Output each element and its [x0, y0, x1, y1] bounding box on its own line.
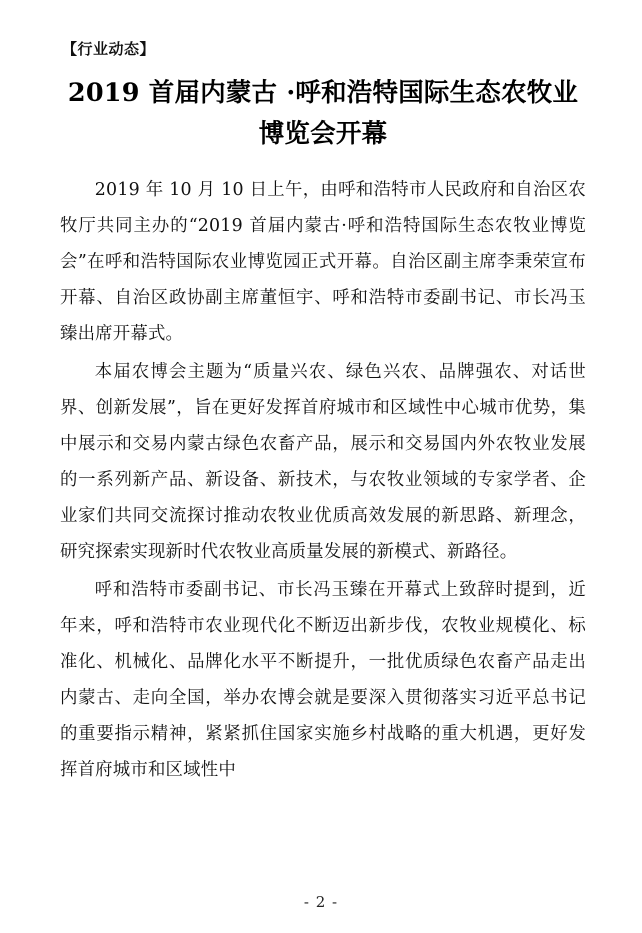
body-paragraph: 2019 年 10 月 10 日上午，由呼和浩特市人民政府和自治区农牧厅共同主办的“2019 首届内蒙古·呼和浩特国际生态农牧业博览会”在呼和浩特国际农业博览园正式开幕。自治区副主席李秉荣宣布开幕、自治区政协副主席董恒宇、呼和浩特市委副书记、市长冯玉臻出席开幕式。	[60, 179, 586, 344]
page-title-line-2: 博览会开幕	[258, 119, 388, 150]
body-paragraph: 呼和浩特市委副书记、市长冯玉臻在开幕式上致辞时提到，近年来，呼和浩特市农业现代化不断迈出新步伐，农牧业规模化、标准化、机械化、品牌化水平不断提升，一批优质绿色农畜产品走出内蒙古、走向全国，举办农博会就是要深入贯彻落实习近平总书记的重要指示精神，紧紧抓住国家实施乡村战略的重大机遇，更好发挥首府城市和区域性中	[60, 579, 586, 780]
page-title	[60, 73, 586, 156]
page-number: - 2 -	[303, 893, 339, 911]
page-title-line-1: 2019 首届内蒙古 ·呼和浩特国际生态农牧业	[67, 78, 579, 108]
category-tag: 【行业动态】	[62, 40, 156, 58]
body-paragraph: 本届农博会主题为“质量兴农、绿色兴农、品牌强农、对话世界、创新发展”，旨在更好发挥首府城市和区域性中心城市优势，集中展示和交易内蒙古绿色农畜产品，展示和交易国内外农牧业发展的一系列新产品、新设备、新技术，与农牧业领域的专家学者、企业家们共同交流探讨推动农牧业优质高效发展的新思路、新理念，研究探索实现新时代农牧业高质量发展的新模式、新路径。	[60, 361, 586, 562]
